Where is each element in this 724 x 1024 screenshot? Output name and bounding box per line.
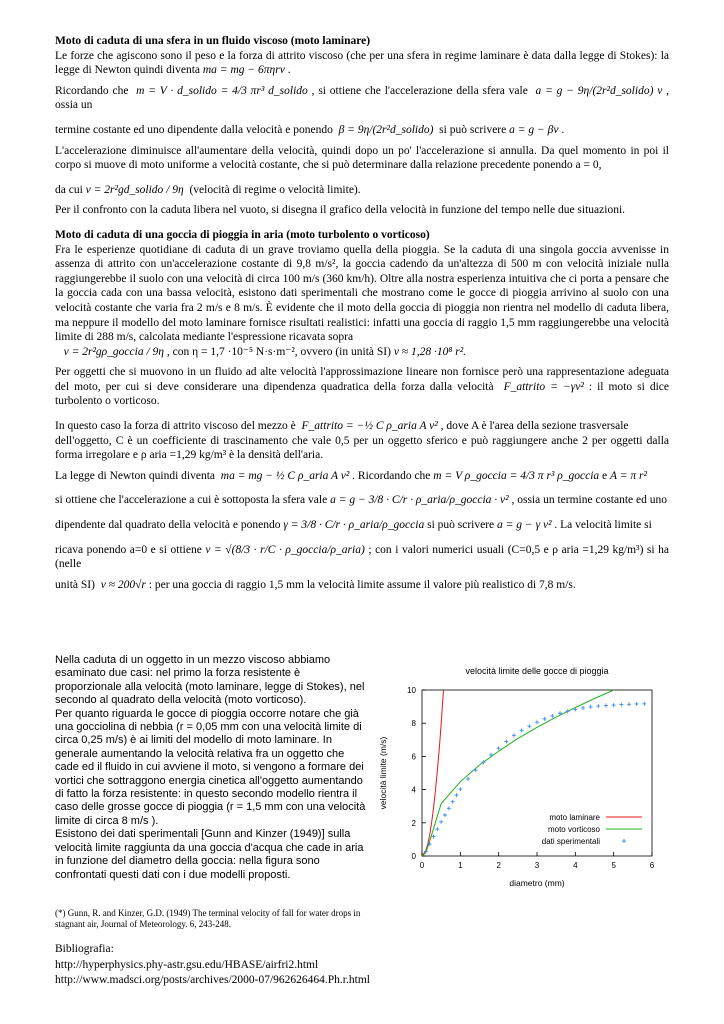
data-point [520,728,524,732]
equation: m = V ρ_goccia = 4/3 π r³ ρ_goccia [433,469,600,482]
bibliography-title: Bibliografia: [55,943,114,955]
data-point [596,704,600,708]
text: , ossia un [55,84,670,112]
x-tick-label: 0 [419,861,425,870]
text: unità SI) [55,578,95,591]
text: dipendente dal quadrato della velocità e ponendo [55,519,281,532]
equation: v = 2r²gρ_goccia / 9η [63,345,164,358]
data-point [447,806,451,810]
legend-swatch [622,839,626,843]
x-tick-label: 4 [573,861,578,870]
paragraph: Fra le esperienze quotidiane di caduta di un grave troviamo quella della pioggia. Se la caduta di una singola goccia avvenisse in assenza di attrito con un'accelerazione costante di 9,8 m/s², la goccia cadendo da un'altezza di 500 m con velocità iniziale nulla raggiungerebbe il suolo con una velocità di circa 100 m/s (360 km/h). Oltre alla nostra esperienza intuitiva che ci porta a pensare che la goccia cada con una bassa velocità, esistono dati sperimentali che mostrano come le gocce di pioggia arrivino al suolo con una velocità costante che varia fra 2 m/s e 8 m/s. È evidente che il moto della goccia di pioggia non rientra nel modello di caduta libera, ma neppure il modello del moto laminare fornisce risultati realistici: infatti una goccia di raggio 1,5 mm raggiungerebbe una velocità limite di 288 m/s, calcolata mediante l'espressione ricavata sopra [55,243,669,344]
paragraph [55,493,669,508]
text: La legge di Newton quindi diventa [55,469,216,482]
chart-title: velocità limite delle gocce di pioggia [465,666,609,676]
x-tick-label: 1 [458,861,463,870]
y-tick-label: 10 [407,686,416,695]
equation: a = g − γ v² [497,519,552,532]
terminal-velocity-chart [370,660,670,895]
text: da cui [55,183,83,196]
data-point [474,768,478,772]
data-point [627,702,631,706]
y-tick-label: 0 [411,852,416,861]
y-axis-label: velocità limite (m/s) [378,736,388,810]
paragraph: Esistono dei dati sperimentali [Gunn and Kinzer (1949)] sulla velocità limite raggiunta da una goccia d'acqua che cade in aria in funzione del diametro della goccia: nella figura sono confrontati questi dati con i due modelli proposti. [55,828,364,881]
text: si può scrivere [427,519,495,532]
text: . La velocità limite si [554,519,652,532]
paragraph: Le forze che agiscono sono il peso e la forza di attrito viscoso (che per una sfera in regime laminare è data dalla legge di Stokes): la legge di Newton quindi diventa ma = mg − 6πηrv . [55,49,669,77]
data-point [604,703,608,707]
data-point [581,706,585,710]
text: , con η = 1,7 ·10⁻⁵ N·s·m⁻², ovvero (in unità SI) [166,345,391,358]
paragraph [55,84,669,113]
equation: a = g − βv [509,123,559,136]
data-point [435,827,439,831]
data-point [527,724,531,728]
data-point [619,703,623,707]
data-point [466,777,470,781]
data-point [535,720,539,724]
summary-text [55,654,367,882]
y-tick-label: 6 [411,752,416,762]
equation: m = V · d_solido = 4/3 πr³ d_solido [136,84,308,97]
equation: v ≈ 200√r [100,578,146,591]
equation: F_attrito = −γv² [503,380,584,393]
paragraph [55,419,669,434]
x-tick-label: 5 [611,861,616,870]
y-tick-label: 8 [411,719,416,729]
text: Ricordando che [55,84,129,97]
x-tick-label: 3 [534,861,540,870]
x-tick-label: 6 [649,861,655,870]
paragraph [55,543,669,572]
legend-label: dati sperimentali [541,837,600,846]
y-tick-label: 4 [411,785,416,795]
text: si può scrivere [439,123,507,136]
data-point [455,793,459,797]
equation: v = √(8/3 · r/C · ρ_goccia/ρ_aria) [205,543,365,556]
paragraph: termine costante ed uno dipendente dalla velocità e ponendo β = 9η/(2r²d_solido) si può scrivere a = g − βv . [55,123,565,136]
section-title-turbulent: Moto di caduta di una goccia di pioggia in aria (moto turbolento o vorticoso) [55,228,430,241]
paragraph [55,345,669,360]
equation: a = g − 9η/(2r²d_solido) v [535,84,663,97]
text: (velocità di regime o velocità limite). [189,183,361,196]
data-point [543,717,547,721]
text: ricava ponendo a=0 e si ottiene [55,543,202,556]
equation: a = g − 3/8 · C/r · ρ_aria/ρ_goccia · v² [330,494,509,507]
data-point [589,705,593,709]
y-tick-label: 2 [411,818,416,828]
paragraph [55,518,669,533]
text: termine costante ed uno dipendente dalla velocità e ponendo [55,123,333,136]
data-point [635,702,639,706]
legend-label: moto laminare [549,813,600,822]
data-point [489,753,493,757]
data-point [443,813,447,817]
text: Le forze che agiscono sono il peso e la forza di attrito viscoso (che per una sfera in regime laminare è data dalla legge di Stokes): la legge di Newton quindi diventa [55,49,669,77]
paragraph: Per quanto riguarda le gocce di pioggia occorre notare che già una gocciolina di nebbia (r = 0,05 mm con una velocità limite di circa 0,25 m/s) è ai limiti del modello di moto laminare. In generale aumentando la velocità relativa fra un oggetto che cade ed il fluido in cui avviene il moto, si vengono a formare dei vortici che sottraggono energia cinetica all'oggetto aumentando di fatto la forza resistente: in questo secondo modello rientra il caso delle grosse gocce di pioggia (r = 1,5 mm con una velocità limite di circa 8 m/s ). [55,707,366,827]
equation: β = 9η/(2r²d_solido) [338,123,434,136]
text: : per una goccia di raggio 1,5 mm la velocità limite assume il valore più realistico di 7,8 m/s. [148,578,576,591]
text: si ottiene che l'accelerazione a cui è sottoposta la sfera vale [55,494,328,507]
text: , ossia un termine costante ed uno [511,494,668,507]
text: In questo caso la forza di attrito viscoso del mezzo è [55,420,296,433]
paragraph: Nella caduta di un oggetto in un mezzo viscoso abbiamo esaminato due casi: nel primo la forza resistente è proporzionale alla velocità (moto laminare, legge di Stokes), nel secondo al quadrato della velocità (moto vorticoso). [55,654,365,707]
footnote: (*) Gunn, R. and Kinzer, G.D. (1949) The terminal velocity of fall for water drops in stagnant air, Journal of Meteorology. 6, 243-248. [55,908,361,929]
text: . Ricordando che [352,469,431,482]
paragraph: L'accelerazione diminuisce all'aumentare della velocità, quindi dopo un po' l'accelerazione si annulla. Da quel momento in poi il corpo si muove di moto uniforme a velocità costante, che si può determinare dalla relazione precedente ponendo a = 0, [55,144,669,172]
x-tick-label: 2 [496,861,501,870]
data-point [439,820,443,824]
paragraph [55,578,669,593]
text: ; con i valori numerici usuali (C=0,5 e ρ aria =1,29 kg/m³) si ha (nelle [55,543,670,571]
paragraph: dell'oggetto, C è un coefficiente di trascinamento che vale 0,5 per un oggetto sferico e può raggiungere anche 2 per oggetti dalla forma irregolare e ρ aria =1,29 kg/m³ è la densità dell'aria. [55,434,669,462]
text: , dove A è l'area della sezione trasversale [440,420,629,433]
text: e [602,469,608,482]
data-point [458,787,462,791]
paragraph [55,183,669,198]
paragraph [55,365,669,409]
bibliography-link[interactable]: http://www.madsci.org/posts/archives/2000-07/962626464.Ph.r.html [55,974,370,987]
paragraph: Per il confronto con la caduta libera nel vuoto, si disegna il grafico della velocità in funzione del tempo nelle due situazioni. [55,204,626,217]
equation: ma = mg − 6πηrv [202,64,285,77]
data-point [512,733,516,737]
data-point [451,800,455,804]
data-point [432,835,436,839]
text: , si ottiene che l'accelerazione della sfera vale [311,84,528,97]
data-point [504,739,508,743]
document-body [55,34,669,592]
text: : il moto si dice turbolento o vorticoso. [55,380,669,408]
section-title-laminar: Moto di caduta di una sfera in un fluido viscoso (moto laminare) [55,35,371,47]
data-point [550,714,554,718]
text: Per oggetti che si muovono in un fluido ad alte velocità l'approssimazione lineare non fornisce però una rappresentazione adeguata del moto, per cui si deve considerare una dipendenza quadratica della forza dalla velocità [55,366,669,393]
equation: A = π r² [610,469,647,482]
data-point [642,702,646,706]
equation: v ≈ 1,28 ·10⁸ r². [393,345,467,358]
x-axis-label: diametro (mm) [509,878,565,888]
data-point [612,703,616,707]
equation: ma = mg − ½ C ρ_aria A v² [220,469,350,482]
paragraph [55,469,669,484]
bibliography-link[interactable]: http://hyperphysics.phy-astr.gsu.edu/HBASE/airfri2.html [55,958,319,971]
equation: F_attrito = −½ C ρ_aria A v² [301,420,438,433]
equation: v = 2r²gd_solido / 9η [85,183,184,196]
equation: γ = 3/8 · C/r · ρ_aria/ρ_goccia [283,519,425,532]
plot-frame [422,690,652,856]
bibliography [55,942,475,989]
legend-label: moto vorticoso [547,825,600,834]
